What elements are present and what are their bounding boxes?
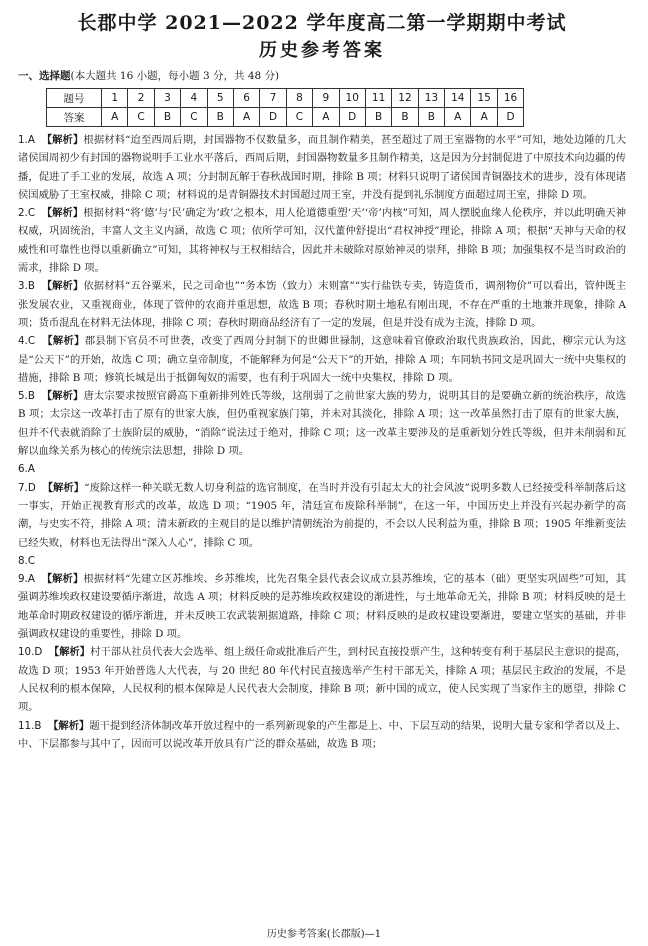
question-answer-label: 7.D <box>18 481 36 494</box>
question-answer-label: 11.B <box>18 719 42 732</box>
analysis-item <box>18 204 626 277</box>
question-answer-label: 3.B <box>18 280 35 293</box>
analysis-text: 村干部从社员代表大会选举、组上级任命或批准后产生，到村民直接投票产生，这种转变有利于基层民主意识的提高，故选 D 项；1953 年开始普选人大代表，与 20 世纪 80 年代村民直接选举产生村干部无关，排除 A 项；基层民主政治的发展，不是人民权利的根本保障，人民权利的根本保障是人民代表大会制度，排除 B 项；新中国的成立，使人民实现了当家作主的愿望，排除 C 项。 <box>18 646 627 714</box>
question-number-cell: 12 <box>392 89 418 108</box>
question-number-cell: 14 <box>445 89 471 108</box>
question-number-cell: 2 <box>128 89 154 108</box>
question-answer-label: 4.C <box>18 335 36 348</box>
exam-title: 长郡中学 2021—2022 学年度高二第一学期期中考试 <box>77 12 567 34</box>
analysis-text: 根据材料“将‘德’与‘民’确定为‘政’之根本，用人伦道德重塑‘天’‘帝’内核”可知，周人摆脱血缘人伦秩序，并以此明确天神权威，巩固统治，丰富人文主义内涵，故选 C 项；依所学可知，汉代董仲舒提出“君权神授”理论，排除 A 项；根据“天神与天命的权威性和可靠性也得以重新确立”可知，其将神权与王权相结合，因此并未破除对原始神灵的崇拜，排除 B 项；加强集权不是当时政治的需求，排除 D 项。 <box>18 207 627 275</box>
question-answer-label: 1.A <box>18 134 35 146</box>
page-footer: 历史参考答案(长郡版)—1 <box>266 929 382 940</box>
analysis-tag: 【解析】 <box>42 335 85 348</box>
question-number-row <box>47 89 524 108</box>
answer-cell: C <box>286 108 312 127</box>
answer-row <box>47 108 524 127</box>
question-answer-label: 8.C <box>18 554 36 567</box>
answer-cell: B <box>154 108 180 127</box>
analysis-tag: 【解析】 <box>48 719 90 732</box>
analysis-item <box>18 332 626 387</box>
section-note: (本大题共 16 小题，每小题 3 分，共 48 分) <box>70 70 280 82</box>
question-answer-label: 9.A <box>18 573 35 586</box>
row-label-number: 题号 <box>47 89 102 108</box>
analysis-tag: 【解析】 <box>41 390 84 403</box>
question-number-cell: 16 <box>497 89 523 108</box>
analysis-item <box>18 460 626 478</box>
question-answer-label: 6.A <box>18 463 35 476</box>
analysis-item <box>18 479 626 552</box>
question-number-cell: 6 <box>233 89 259 108</box>
answer-cell: D <box>339 108 365 127</box>
question-number-cell: 3 <box>154 89 180 108</box>
question-number-cell: 7 <box>260 89 286 108</box>
answer-cell: A <box>445 108 471 127</box>
analysis-text: 根据材料“迨至西周后期，封国器物不仅数量多，而且制作精美，甚至超过了周王室器物的水平”可知，地处边陲的几大诸侯国周初少有封国的器物说明手工业水平落后，西周后期，封国器物数量多且制作精美，这是因为分封制促进了中原技术向边疆的传播，促进了手工业的发展，故选 A 项；分封制瓦解于春秋战国时期，排除 B 项；材料只说明了诸侯国青铜器技术的进步，没有体现诸侯国威胁了王室权威，排除 C 项；材料说的是青铜器技术封国超过周王室，并没有提到礼乐制度方面超过周王室，排除 D 项。 <box>18 134 627 201</box>
answer-subtitle: 历史参考答案 <box>259 40 385 61</box>
question-answer-label: 2.C <box>18 207 36 220</box>
analysis-item <box>18 643 626 716</box>
question-number-cell: 11 <box>365 89 391 108</box>
analysis-text: 唐太宗要求按照官爵高下重新排列姓氏等级，这削弱了之前世家大族的势力，说明其目的是要确立新的统治秩序，故选 B 项；太宗这一改革打击了原有的世家大族，但仍重视家族门第，并未对其淡化，排除 A 项；这一改革虽然打击了原有的世家大族，但并不代表就消除了士族阶层的威胁，“消除”说法过于绝对，排除 C 项；这一改革主要涉及的是重新划分姓氏等级，但并未削弱和瓦解以血缘关系为核心的传统宗法思想，排除 D 项。 <box>18 390 627 458</box>
analysis-tag: 【解析】 <box>41 207 84 220</box>
question-number-cell: 5 <box>207 89 233 108</box>
analysis-tag: 【解析】 <box>41 573 84 586</box>
analysis-text: 根据材料“先建立区苏维埃、乡苏维埃，比先召集全县代表会议成立县苏维埃，它的基本（础）更坚实巩固些”可知，其强调苏维埃政权建设要循序渐进，故选 A 项；材料反映的是苏维埃政权建设的渐进性，与土地革命无关，排除 B 项；材料反映的是土地革命时期政权建设的循序渐进，并未反映工农武装割据道路，排除 C 项；材料反映的是政权建设要渐进，要建立坚实的基础，并非强调政权建设的重要性，排除 D 项。 <box>18 573 627 641</box>
analysis-text: “废除这样一种关联无数人切身利益的选官制度，在当时并没有引起太大的社会风波”说明多数人已经接受科举制落后这一事实，开始正视教育形式的改革，故选 D 项；“1905 年，清廷宣布废除科举制”，在这一年，中国历史上并没有兴起办新学的高潮，与史实不符，排除 A 项；清末新政的主观目的是以维护清朝统治为前提的，不会以人民利益为重，排除 B 项；1905 年维新变法已经失败，材料也无法得出“深入人心”，排除 C 项。 <box>18 481 627 549</box>
answer-cell: D <box>497 108 523 127</box>
question-answer-label: 5.B <box>18 390 35 403</box>
question-answer-label: 10.D <box>18 646 43 659</box>
analysis-item <box>18 717 626 754</box>
answer-cell: A <box>471 108 497 127</box>
answer-cell: C <box>128 108 154 127</box>
analysis-item <box>18 131 626 204</box>
analysis-text: 依据材料“五谷粟米，民之司命也”“务本饬（致力）末则富”“实行盐铁专卖，铸造货币，调剂物价”可以看出，管仲既主张发展农业，又重视商业，体现了管仲的农商并重思想，故选 B 项；春秋时期土地私有刚出现，不存在严重的土地兼并现象，排除 A 项；货币混乱在材料无法体现，排除 C 项；春秋时期商品经济有了一定的发展，但是并没有成为主流，排除 D 项。 <box>18 280 626 329</box>
question-number-cell: 1 <box>102 89 128 108</box>
row-label-answer: 答案 <box>47 108 102 127</box>
question-number-cell: 10 <box>339 89 365 108</box>
answer-cell: A <box>233 108 259 127</box>
analysis-tag: 【解析】 <box>41 134 84 146</box>
answer-cell: B <box>392 108 418 127</box>
analysis-item <box>18 387 626 460</box>
section-heading <box>18 69 626 84</box>
analysis-tag: 【解析】 <box>41 280 84 293</box>
analysis-item <box>18 552 626 570</box>
analysis-list <box>18 131 626 753</box>
question-number-cell: 9 <box>313 89 339 108</box>
analysis-tag: 【解析】 <box>42 481 85 494</box>
analysis-text: 郡县制下官员不可世袭，改变了西周分封制下的世卿世禄制，这意味着官僚政治取代贵族政治，因此，柳宗元认为这是“公天下”的开始，故选 C 项；确立皇帝制度，不能解释为何是“公天下”的开始，排除 A 项；车同轨书同文是巩固大一统中央集权的措施，排除 B 项；修筑长城是出于抵御匈奴的需要，也有利于巩固大一统中央集权，排除 D 项。 <box>18 335 627 384</box>
analysis-text: 题干提到经济体制改革开放过程中的一系列新现象的产生都是上、中、下层互动的结果，说明大量专家和学者以及上、中、下层都参与其中了，因而可以说改革开放具有广泛的群众基础，故选 B 项； <box>18 719 627 750</box>
answer-cell: B <box>418 108 444 127</box>
question-number-cell: 8 <box>286 89 312 108</box>
question-number-cell: 4 <box>181 89 207 108</box>
analysis-tag: 【解析】 <box>48 646 91 659</box>
answer-cell: C <box>181 108 207 127</box>
section-heading-label: 一、选择题 <box>18 70 71 82</box>
answer-cell: A <box>313 108 339 127</box>
question-number-cell: 13 <box>418 89 444 108</box>
analysis-item <box>18 277 626 332</box>
answer-cell: B <box>365 108 391 127</box>
answer-cell: A <box>102 108 128 127</box>
answer-cell: D <box>260 108 286 127</box>
analysis-item <box>18 570 626 643</box>
answer-cell: B <box>207 108 233 127</box>
question-number-cell: 15 <box>471 89 497 108</box>
answer-table <box>46 88 524 127</box>
